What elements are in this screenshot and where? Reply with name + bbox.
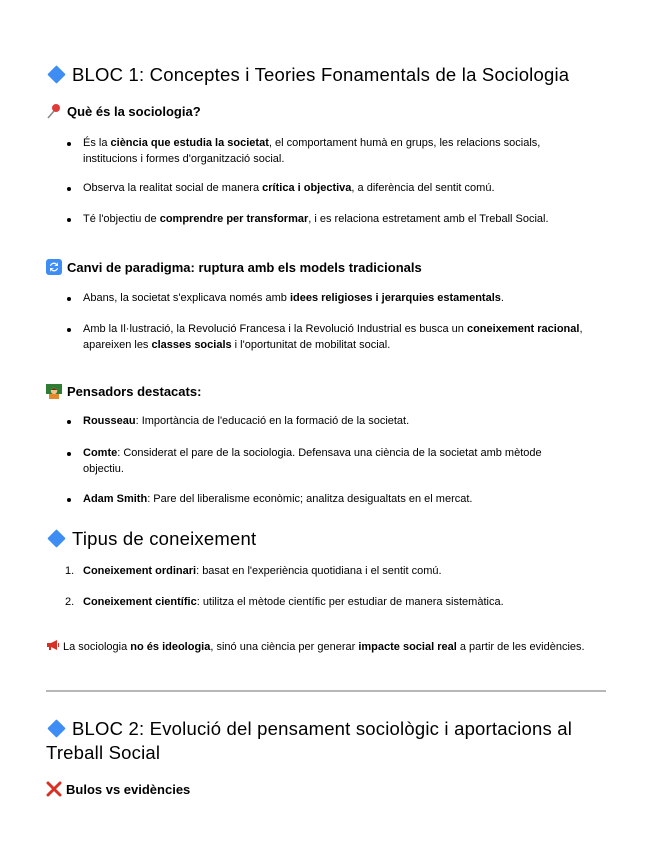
list-item: Rousseau: Importància de l'educació en la formació de la societat.	[83, 414, 583, 430]
numbered-item: 2. Coneixement científic: utilitza el mètode científic per estudiar de manera sistemàtica.	[65, 596, 504, 608]
bloc2-title: BLOC 2: Evolució del pensament sociològic i aportacions al Treball Social	[46, 718, 573, 763]
bullet	[67, 498, 71, 502]
tipus-title: Tipus de coneixement	[46, 527, 256, 551]
pensadors-heading: Pensadors destacats:	[46, 383, 201, 401]
bullet	[67, 420, 71, 424]
bullet	[67, 328, 71, 332]
list-item: Observa la realitat social de manera crítica i objectiva, a diferència del sentit comú.	[83, 181, 583, 197]
horizontal-rule	[46, 690, 606, 692]
megaphone-icon	[46, 639, 60, 651]
blue-diamond-icon	[47, 529, 65, 547]
list-item: Té l'objectiu de comprendre per transformar, i es relaciona estretament amb el Treball Social.	[83, 212, 583, 228]
canvi-heading: Canvi de paradigma: ruptura amb els models tradicionals	[46, 259, 422, 277]
list-item: Amb la Il·lustració, la Revolució Francesa i la Revolució Industrial es busca un coneixement racional, apareixen les classes socials i l'oportunitat de mobilitat social.	[83, 322, 583, 353]
list-item: Comte: Considerat el pare de la sociologia. Defensava una ciència de la societat amb mètode objectiu.	[83, 446, 583, 477]
numbered-item: 1. Coneixement ordinari: basat en l'experiència quotidiana i el sentit comú.	[65, 565, 442, 577]
list-item: Adam Smith: Pare del liberalisme econòmic; analitza desigualtats en el mercat.	[83, 492, 583, 508]
bullet	[67, 452, 71, 456]
list-item: Abans, la societat s'explicava només amb idees religioses i jerarquies estamentals.	[83, 291, 583, 307]
blue-diamond-icon	[47, 719, 65, 737]
bulos-heading: Bulos vs evidències	[46, 781, 190, 799]
list-item: És la ciència que estudia la societat, el comportament humà en grups, les relacions socials, institucions i formes d'organització social.	[83, 136, 583, 167]
teacher-icon	[46, 383, 62, 399]
nota-paragraph: La sociologia no és ideologia, sinó una ciència per generar impacte social real a partir de les evidències.	[46, 639, 586, 656]
bullet	[67, 187, 71, 191]
bullet	[67, 218, 71, 222]
blue-diamond-icon	[47, 65, 65, 83]
bullet	[67, 142, 71, 146]
bloc1-title: BLOC 1: Conceptes i Teories Fonamentals de la Sociologia	[46, 63, 569, 87]
repeat-arrows-icon	[46, 259, 62, 275]
bullet	[67, 297, 71, 301]
pushpin-icon	[46, 103, 62, 119]
que-es-heading: Què és la sociologia?	[46, 103, 201, 121]
cross-mark-icon	[46, 781, 62, 797]
